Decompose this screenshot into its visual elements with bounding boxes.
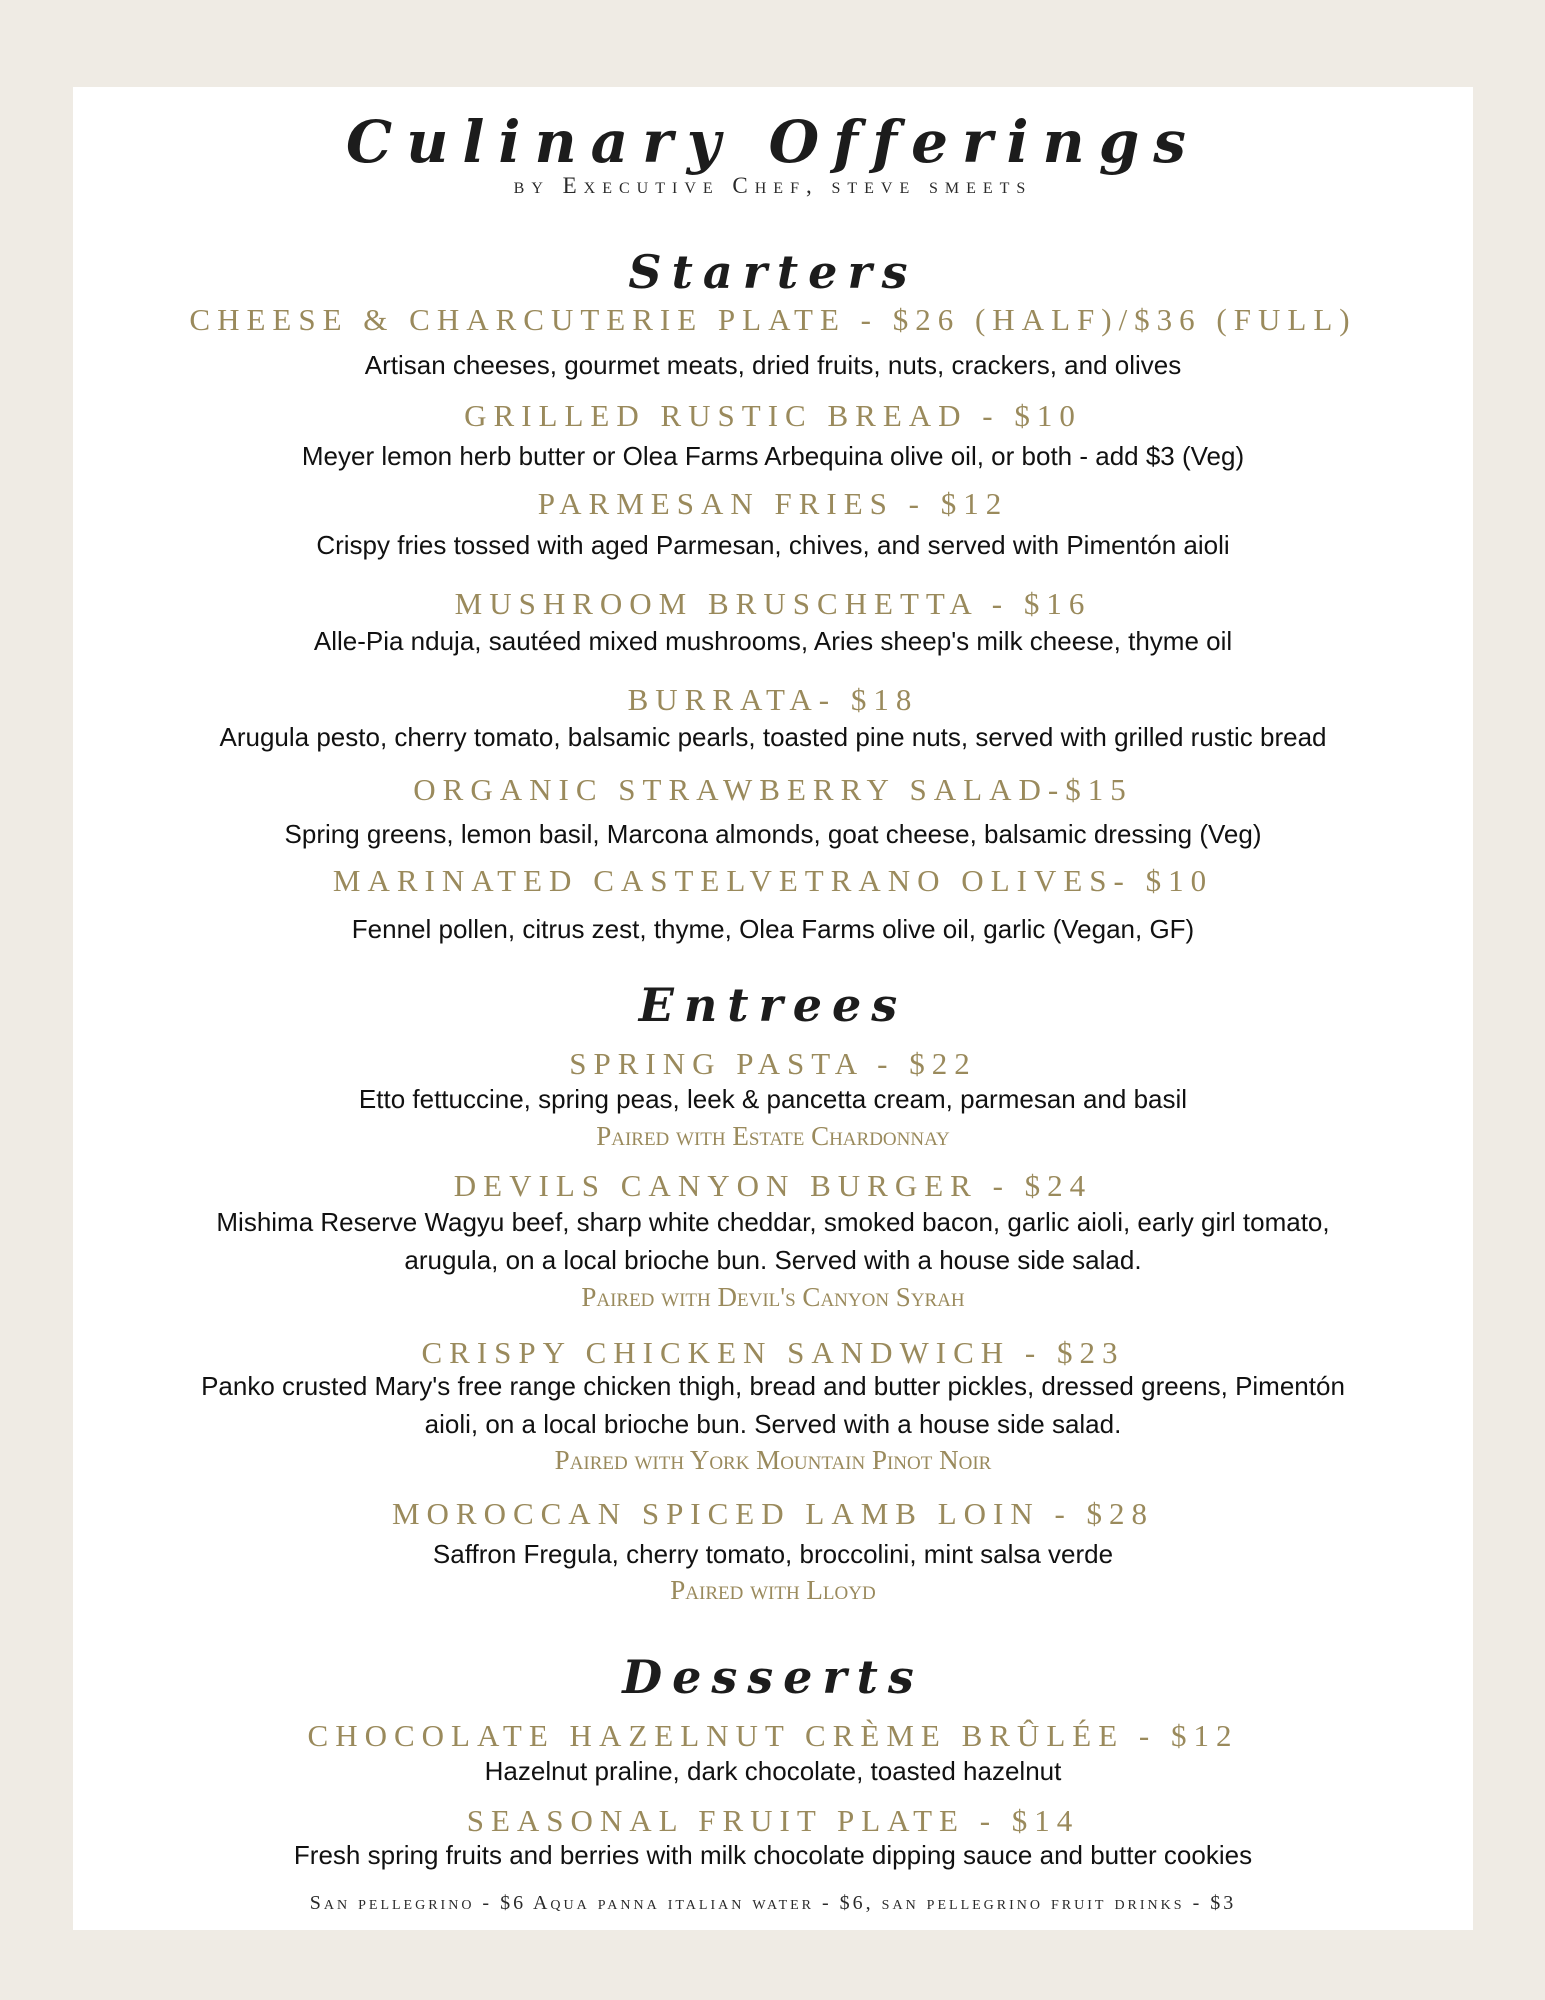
item-description: Panko crusted Mary's free range chicken thigh, bread and butter pickles, dressed greens, Pimentón <box>201 1371 1345 1401</box>
item-seasonal-fruit-plate: SEASONAL FRUIT PLATE - $14 <box>466 1803 1080 1838</box>
item-description: Fennel pollen, citrus zest, thyme, Olea Farms olive oil, garlic (Vegan, GF) <box>351 914 1195 944</box>
item-description: Crispy fries tossed with aged Parmesan, chives, and served with Pimentón aioli <box>316 530 1230 560</box>
item-creme-brulee: CHOCOLATE HAZELNUT CRÈME BRÛLÉE - $12 <box>307 1718 1239 1753</box>
item-description: Arugula pesto, cherry tomato, balsamic pearls, toasted pine nuts, served with grilled rustic bread <box>219 722 1327 752</box>
item-spring-pasta: SPRING PASTA - $22 <box>569 1046 977 1081</box>
wine-pairing: Paired with York Mountain Pinot Noir <box>554 1445 992 1475</box>
item-crispy-chicken-sandwich: CRISPY CHICKEN SANDWICH - $23 <box>421 1335 1125 1370</box>
menu-title: Culinary Offerings <box>346 108 1200 176</box>
wine-pairing: Paired with Devil's Canyon Syrah <box>581 1282 965 1312</box>
item-description: Fresh spring fruits and berries with milk chocolate dipping sauce and butter cookies <box>293 1840 1253 1870</box>
item-description: Mishima Reserve Wagyu beef, sharp white cheddar, smoked bacon, garlic aioli, early girl tomato, <box>216 1207 1330 1237</box>
item-description: aioli, on a local brioche bun. Served with a house side salad. <box>424 1409 1122 1439</box>
item-moroccan-lamb-loin: MOROCCAN SPICED LAMB LOIN - $28 <box>391 1496 1155 1531</box>
item-marinated-olives: MARINATED CASTELVETRANO OLIVES- $10 <box>332 863 1214 898</box>
drinks-footer: San pellegrino - $6 Aqua panna italian water - $6, san pellegrino fruit drinks - $3 <box>309 1892 1237 1914</box>
item-description: Alle-Pia nduja, sautéed mixed mushrooms, Aries sheep's milk cheese, thyme oil <box>313 626 1233 656</box>
desserts-heading: Desserts <box>622 1650 924 1704</box>
wine-pairing: Paired with Lloyd <box>670 1575 876 1605</box>
item-description: Etto fettuccine, spring peas, leek & pancetta cream, parmesan and basil <box>358 1084 1188 1114</box>
item-description: Spring greens, lemon basil, Marcona almonds, goat cheese, balsamic dressing (Veg) <box>284 819 1262 849</box>
item-description: Hazelnut praline, dark chocolate, toasted hazelnut <box>484 1756 1062 1786</box>
menu-subtitle: by Executive Chef, steve smeets <box>513 173 1033 198</box>
starters-heading: Starters <box>628 245 918 299</box>
wine-pairing: Paired with Estate Chardonnay <box>596 1121 950 1151</box>
item-description: Artisan cheeses, gourmet meats, dried fruits, nuts, crackers, and olives <box>364 350 1182 380</box>
item-mushroom-bruschetta: MUSHROOM BRUSCHETTA - $16 <box>454 586 1092 621</box>
item-cheese-charcuterie: CHEESE & CHARCUTERIE PLATE - $26 (HALF)/$36 (FULL) <box>189 302 1357 337</box>
item-grilled-rustic-bread: GRILLED RUSTIC BREAD - $10 <box>464 398 1082 433</box>
item-organic-strawberry-salad: ORGANIC STRAWBERRY SALAD-$15 <box>413 772 1133 807</box>
item-description: Meyer lemon herb butter or Olea Farms Arbequina olive oil, or both - add $3 (Veg) <box>301 441 1245 471</box>
item-devils-canyon-burger: DEVILS CANYON BURGER - $24 <box>453 1168 1093 1203</box>
item-burrata: BURRATA- $18 <box>627 682 919 717</box>
entrees-heading: Entrees <box>638 978 908 1032</box>
item-description: arugula, on a local brioche bun. Served with a house side salad. <box>404 1245 1142 1275</box>
item-parmesan-fries: PARMESAN FRIES - $12 <box>537 486 1009 521</box>
menu-card <box>73 87 1473 1930</box>
item-description: Saffron Fregula, cherry tomato, broccolini, mint salsa verde <box>432 1539 1114 1569</box>
